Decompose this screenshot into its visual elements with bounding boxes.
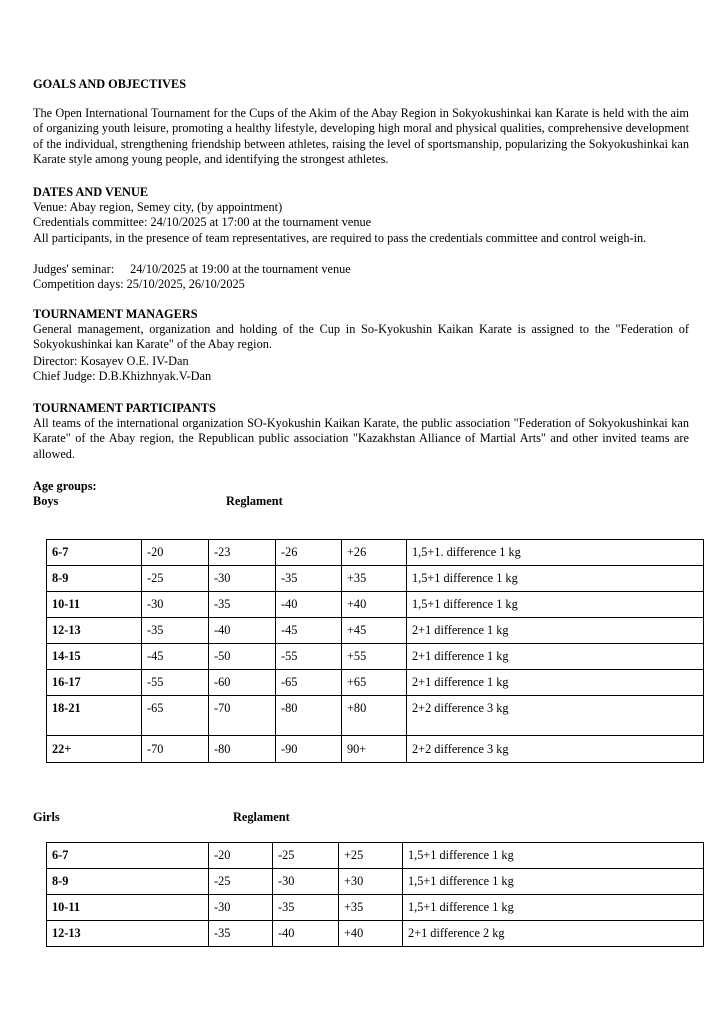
weight-cell: -40 bbox=[209, 618, 276, 644]
table-row bbox=[47, 670, 704, 696]
weight-cell: -25 bbox=[209, 869, 273, 895]
goals-text: The Open International Tournament for the Cups of the Akim of the Abay Region in Sokyokushinkai kan Karate is held with the aim of organizing youth leisure, promoting a healthy lifestyle, developing high moral and physical qualities, comprehensive development of the individual, strengthening friendship between athletes, raising the level of sportsmanship, popularizing the Sokyokushinkai kan Karate style among young people, and identifying the strongest athletes. bbox=[33, 106, 689, 167]
rule-cell: 1,5+1 difference 1 kg bbox=[403, 895, 704, 921]
weight-cell: +35 bbox=[339, 895, 403, 921]
managers-text: General management, organization and holding of the Cup in So-Kyokushin Kaikan Karate is assigned to the "Federation of Sokyokushinkai kan Karate" of the Abay region. bbox=[33, 322, 689, 352]
weight-cell: -60 bbox=[209, 670, 276, 696]
weight-cell: +40 bbox=[342, 592, 407, 618]
weight-cell: -25 bbox=[142, 566, 209, 592]
girls-table bbox=[46, 842, 704, 947]
girls-reglament-label: Reglament bbox=[233, 810, 290, 824]
weight-cell: -25 bbox=[273, 843, 339, 869]
weight-cell: -23 bbox=[209, 540, 276, 566]
weight-cell: -90 bbox=[276, 736, 342, 763]
table-row bbox=[47, 736, 704, 763]
weight-cell: -35 bbox=[209, 921, 273, 947]
weight-cell: +35 bbox=[342, 566, 407, 592]
rule-cell: 2+2 difference 3 kg bbox=[407, 736, 704, 763]
weight-cell: -20 bbox=[209, 843, 273, 869]
table-row bbox=[47, 921, 704, 947]
weight-cell: +65 bbox=[342, 670, 407, 696]
weight-cell: -30 bbox=[142, 592, 209, 618]
weighin-text: All participants, in the presence of team representatives, are required to pass the credentials committee and control weigh-in. bbox=[33, 231, 647, 245]
table-row bbox=[47, 644, 704, 670]
weight-cell: -50 bbox=[209, 644, 276, 670]
age-cell: 12-13 bbox=[47, 921, 209, 947]
competition-line: Competition days: 25/10/2025, 26/10/2025 bbox=[33, 277, 245, 291]
weight-cell: 90+ bbox=[342, 736, 407, 763]
goals-heading: GOALS AND OBJECTIVES bbox=[33, 77, 187, 91]
girls-label: Girls bbox=[33, 810, 60, 824]
age-cell: 18-21 bbox=[47, 696, 142, 736]
weight-cell: -30 bbox=[273, 869, 339, 895]
weight-cell: -70 bbox=[142, 736, 209, 763]
rule-cell: 2+1 difference 1 kg bbox=[407, 644, 704, 670]
managers-heading: TOURNAMENT MANAGERS bbox=[33, 307, 198, 321]
rule-cell: 1,5+1 difference 1 kg bbox=[407, 566, 704, 592]
weight-cell: +45 bbox=[342, 618, 407, 644]
rule-cell: 2+1 difference 2 kg bbox=[403, 921, 704, 947]
weight-cell: +80 bbox=[342, 696, 407, 736]
participants-text: All teams of the international organization SO-Kyokushin Kaikan Karate, the public association "Federation of Sokyokushinkai kan Karate" of the Abay region, the Republican public association "Kazakhstan Alliance of Martial Arts" and other invited teams are allowed. bbox=[33, 416, 689, 461]
age-cell: 8-9 bbox=[47, 566, 142, 592]
weight-cell: -40 bbox=[276, 592, 342, 618]
weight-cell: -45 bbox=[276, 618, 342, 644]
table-row bbox=[47, 843, 704, 869]
director-line: Director: Kosayev O.E. IV-Dan bbox=[33, 354, 189, 368]
table-row bbox=[47, 566, 704, 592]
weight-cell: -30 bbox=[209, 895, 273, 921]
age-cell: 12-13 bbox=[47, 618, 142, 644]
weight-cell: +40 bbox=[339, 921, 403, 947]
table-row bbox=[47, 696, 704, 736]
table-row bbox=[47, 869, 704, 895]
table-row bbox=[47, 592, 704, 618]
weight-cell: +55 bbox=[342, 644, 407, 670]
weight-cell: -26 bbox=[276, 540, 342, 566]
age-cell: 10-11 bbox=[47, 592, 142, 618]
table-row bbox=[47, 618, 704, 644]
rule-cell: 1,5+1 difference 1 kg bbox=[407, 592, 704, 618]
weight-cell: -70 bbox=[209, 696, 276, 736]
rule-cell: 2+1 difference 1 kg bbox=[407, 670, 704, 696]
age-cell: 14-15 bbox=[47, 644, 142, 670]
weight-cell: -55 bbox=[276, 644, 342, 670]
seminar-value: 24/10/2025 at 19:00 at the tournament venue bbox=[130, 262, 351, 276]
boys-table bbox=[46, 539, 704, 763]
age-cell: 16-17 bbox=[47, 670, 142, 696]
age-cell: 10-11 bbox=[47, 895, 209, 921]
weight-cell: -35 bbox=[142, 618, 209, 644]
rule-cell: 2+1 difference 1 kg bbox=[407, 618, 704, 644]
venue-line: Venue: Abay region, Semey city, (by appointment) bbox=[33, 200, 283, 214]
rule-cell: 1,5+1. difference 1 kg bbox=[407, 540, 704, 566]
age-cell: 22+ bbox=[47, 736, 142, 763]
weight-cell: -80 bbox=[276, 696, 342, 736]
weight-cell: -20 bbox=[142, 540, 209, 566]
rule-cell: 1,5+1 difference 1 kg bbox=[403, 843, 704, 869]
boys-label: Boys bbox=[33, 494, 59, 508]
dates-heading: DATES AND VENUE bbox=[33, 185, 149, 199]
weight-cell: -35 bbox=[209, 592, 276, 618]
age-cell: 6-7 bbox=[47, 843, 209, 869]
participants-heading: TOURNAMENT PARTICIPANTS bbox=[33, 401, 216, 415]
seminar-label: Judges' seminar: bbox=[33, 262, 115, 276]
table-row bbox=[47, 540, 704, 566]
weight-cell: -40 bbox=[273, 921, 339, 947]
rule-cell: 2+2 difference 3 kg bbox=[407, 696, 704, 736]
age-cell: 8-9 bbox=[47, 869, 209, 895]
rule-cell: 1,5+1 difference 1 kg bbox=[403, 869, 704, 895]
age-groups-label: Age groups: bbox=[33, 479, 97, 493]
seminar-line bbox=[33, 262, 351, 277]
age-cell: 6-7 bbox=[47, 540, 142, 566]
weight-cell: -35 bbox=[276, 566, 342, 592]
weight-cell: -35 bbox=[273, 895, 339, 921]
chief-judge-line: Chief Judge: D.B.Khizhnyak.V-Dan bbox=[33, 369, 212, 383]
weight-cell: -65 bbox=[276, 670, 342, 696]
boys-reglament-label: Reglament bbox=[226, 494, 283, 508]
weight-cell: +26 bbox=[342, 540, 407, 566]
weight-cell: -55 bbox=[142, 670, 209, 696]
credentials-line: Credentials committee: 24/10/2025 at 17:00 at the tournament venue bbox=[33, 215, 372, 229]
weight-cell: +25 bbox=[339, 843, 403, 869]
table-row bbox=[47, 895, 704, 921]
weight-cell: -45 bbox=[142, 644, 209, 670]
weight-cell: -65 bbox=[142, 696, 209, 736]
weight-cell: -30 bbox=[209, 566, 276, 592]
weight-cell: +30 bbox=[339, 869, 403, 895]
weight-cell: -80 bbox=[209, 736, 276, 763]
